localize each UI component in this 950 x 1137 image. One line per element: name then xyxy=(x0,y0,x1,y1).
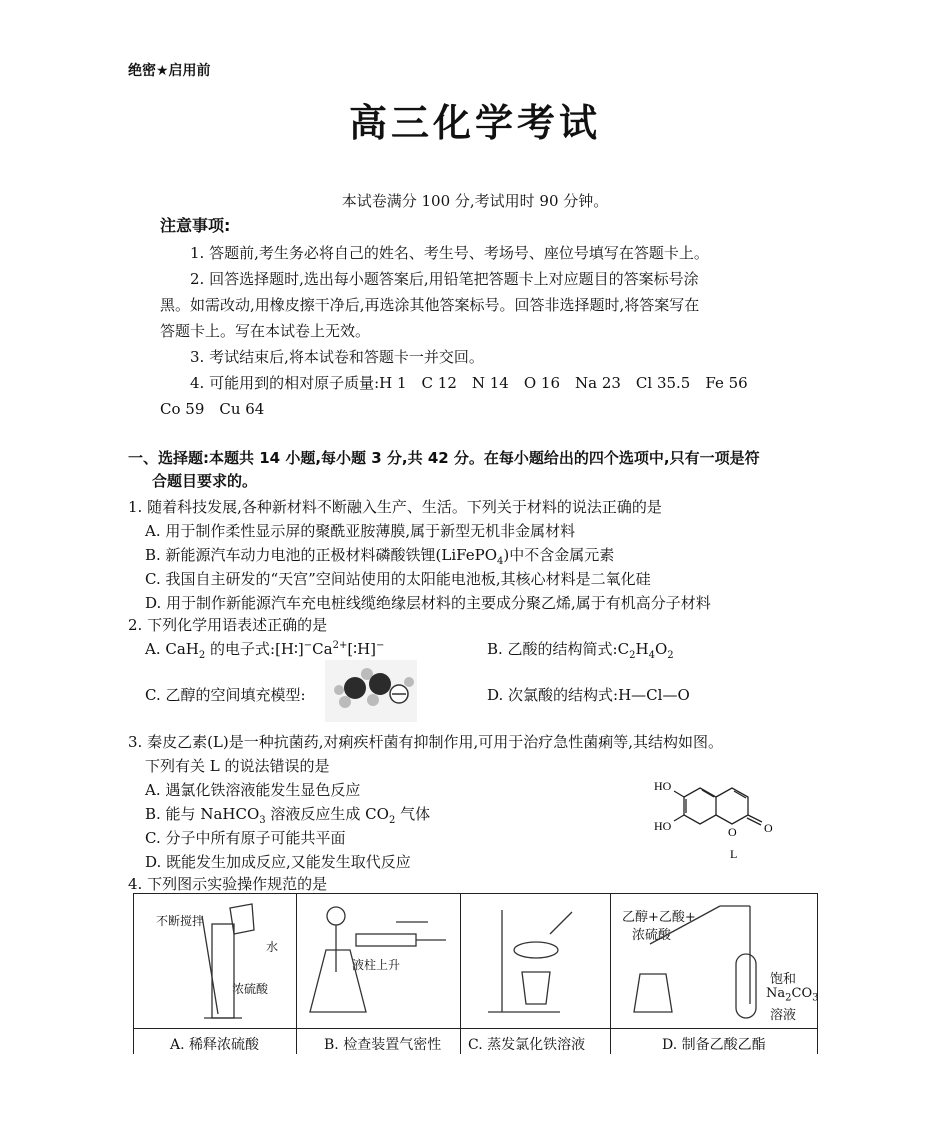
q4-cell-c xyxy=(460,894,611,1054)
q4-cell-d xyxy=(610,894,817,1054)
q2-option-a: A. CaH$_2$ 的电子式$:[H∶]^-Ca^{2+}[∶H]^-$ xyxy=(145,640,385,661)
q4-cell-b xyxy=(296,894,461,1054)
q4-caption-divider xyxy=(134,1028,817,1029)
fig-a-graduated-cylinder xyxy=(134,894,294,1028)
q1-stem: 1. 随着科技发展,各种新材料不断融入生产、生活。下列关于材料的说法正确的是 xyxy=(128,498,662,516)
notice-line-6: 4. 可能用到的相对原子质量:H 1 C 12 N 14 O 16 Na 23 Cl 35.5 Fe 56 xyxy=(190,374,748,392)
fig-a-water-label: 水 xyxy=(266,940,279,954)
fig-d-reagent-line-1: 乙醇+乙酸+ xyxy=(622,910,696,925)
q2-option-b: B. 乙酸的结构简式$:C_2H_4O_2$ xyxy=(487,640,674,661)
q3-option-c: C. 分子中所有原子可能共平面 xyxy=(145,829,346,847)
confidential-label: 绝密★启用前 xyxy=(128,63,211,79)
fig-a-acid-label: 浓硫酸 xyxy=(232,982,269,996)
q3-stem-line-2: 下列有关 L 的说法错误的是 xyxy=(145,757,330,775)
fig-d-na2co3-label: $Na_2CO_3$ xyxy=(766,986,819,1004)
fig-c-evaporation xyxy=(460,894,608,1028)
q4-cell-a xyxy=(134,894,297,1054)
fig-d-caption: D. 制备乙酸乙酯 xyxy=(662,1037,766,1053)
esculetin-structure xyxy=(650,770,790,866)
q1-option-a: A. 用于制作柔性显示屏的聚酰亚胺薄膜,属于新型无机非金属材料 xyxy=(145,522,576,540)
q1-option-b: B. 新能源汽车动力电池的正极材料磷酸铁锂(LiFePO$_4$)中不含金属元素 xyxy=(145,546,615,567)
section-heading-line-1: 一、选择题:本题共 14 小题,每小题 3 分,共 42 分。在每小题给出的四个选项中,只有一项是符 xyxy=(128,449,760,467)
notice-line-3: 黑。如需改动,用橡皮擦干净后,再选涂其他答案标号。回答非选择题时,将答案写在 xyxy=(160,296,700,314)
fig-b-caption: B. 检查装置气密性 xyxy=(324,1037,442,1053)
fig-b-apparatus xyxy=(296,894,458,1028)
q4-stem: 4. 下列图示实验操作规范的是 xyxy=(128,875,328,893)
q4-figure-table xyxy=(133,893,818,1054)
ethanol-space-filling-model xyxy=(325,660,417,722)
struct-o-keto: O xyxy=(764,821,773,835)
q1-option-c: C. 我国自主研发的“天宫”空间站使用的太阳能电池板,其核心材料是二氧化硅 xyxy=(145,570,651,588)
exam-info: 本试卷满分 100 分,考试用时 90 分钟。 xyxy=(341,192,609,210)
q2-stem: 2. 下列化学用语表述正确的是 xyxy=(128,616,328,634)
struct-label: L xyxy=(730,847,738,861)
fig-d-solution-label: 溶液 xyxy=(770,1008,797,1023)
fig-d-reagent-line-2: 浓硫酸 xyxy=(632,928,672,943)
fig-d-esterification-apparatus xyxy=(610,894,815,1028)
page-title: 高三化学考试 xyxy=(348,101,601,145)
fig-a-caption: A. 稀释浓硫酸 xyxy=(170,1037,260,1053)
struct-ho-bottom: HO xyxy=(654,819,672,833)
notice-heading: 注意事项: xyxy=(160,216,231,235)
q2-option-c: C. 乙醇的空间填充模型: xyxy=(145,686,306,704)
fig-b-liquid-label: 液柱上升 xyxy=(352,958,401,972)
q3-option-d: D. 既能发生加成反应,又能发生取代反应 xyxy=(145,853,411,871)
q3-option-a: A. 遇氯化铁溶液能发生显色反应 xyxy=(145,781,361,799)
q3-option-b: B. 能与 NaHCO$_3$ 溶液反应生成 $CO_2$ 气体 xyxy=(145,805,431,826)
notice-line-1: 1. 答题前,考生务必将自己的姓名、考生号、考场号、座位号填写在答题卡上。 xyxy=(190,244,709,262)
notice-line-5: 3. 考试结束后,将本试卷和答题卡一并交回。 xyxy=(190,348,484,366)
notice-line-4: 答题卡上。写在本试卷上无效。 xyxy=(160,322,371,340)
struct-ho-top: HO xyxy=(654,779,672,793)
notice-line-7: Co 59 Cu 64 xyxy=(160,400,265,418)
fig-c-caption: C. 蒸发氯化铁溶液 xyxy=(468,1037,586,1053)
struct-o-ring: O xyxy=(728,825,737,839)
fig-d-saturated-label: 饱和 xyxy=(770,972,797,987)
fig-a-stir-label: 不断搅拌 xyxy=(156,914,205,928)
q2-option-d: D. 次氯酸的结构式:H—Cl—O xyxy=(487,686,690,704)
q3-stem-line-1: 3. 秦皮乙素(L)是一种抗菌药,对痢疾杆菌有抑制作用,可用于治疗急性菌痢等,其结构如图。 xyxy=(128,733,724,751)
section-heading-line-2: 合题目要求的。 xyxy=(152,472,258,490)
notice-line-2: 2. 回答选择题时,选出每小题答案后,用铅笔把答题卡上对应题目的答案标号涂 xyxy=(190,270,699,288)
q1-option-d: D. 用于制作新能源汽车充电桩线缆绝缘层材料的主要成分聚乙烯,属于有机高分子材料 xyxy=(145,594,711,612)
